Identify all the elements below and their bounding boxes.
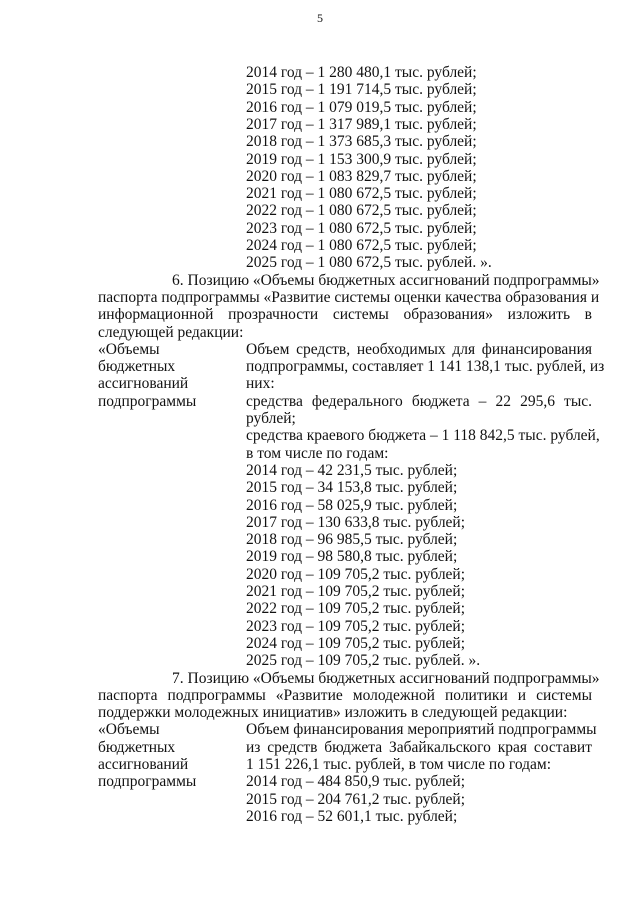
list-item: 2021 год – 109 705,2 тыс. рублей; xyxy=(246,583,466,600)
row-label: ассигнований xyxy=(98,756,189,773)
list-item: 2019 год – 98 580,8 тыс. рублей; xyxy=(246,548,458,566)
list-item: 2017 год – 1 317 989,1 тыс. рублей; xyxy=(246,115,477,133)
list-item: 2018 год – 96 985,5 тыс. рублей; xyxy=(246,531,458,549)
list-item: 2020 год – 1 083 829,7 тыс. рублей; xyxy=(246,167,477,185)
list-item: 2016 год – 58 025,9 тыс. рублей; xyxy=(246,496,458,514)
row-label: «Объемы xyxy=(98,721,160,739)
list-item: 2021 год – 1 080 672,5 тыс. рублей; xyxy=(246,185,477,203)
list-item: 2020 год – 109 705,2 тыс. рублей; xyxy=(246,565,466,583)
list-item: 2024 год – 1 080 672,5 тыс. рублей; xyxy=(246,237,477,254)
paragraph-line: из средств бюджета Забайкальского края составит xyxy=(246,738,592,756)
list-item: 2022 год – 109 705,2 тыс. рублей; xyxy=(246,600,466,618)
list-item: 2025 год – 109 705,2 тыс. рублей. ». xyxy=(246,652,481,670)
row-label: ассигнований xyxy=(98,375,189,393)
list-item: 2015 год – 34 153,8 тыс. рублей; xyxy=(246,479,458,497)
paragraph-line: 6. Позицию «Объемы бюджетных ассигнований подпрограммы» xyxy=(172,271,600,289)
row-label: бюджетных xyxy=(98,738,176,756)
paragraph-line: информационной прозрачности системы образования» изложить в xyxy=(98,306,592,324)
paragraph-line: средства федерального бюджета – 22 295,6 тыс. xyxy=(246,392,592,410)
paragraph-line: паспорта подпрограммы «Развитие системы оценки качества образования и xyxy=(98,288,600,306)
list-item: 2014 год – 1 280 480,1 тыс. рублей; xyxy=(246,64,477,81)
paragraph-line: них: xyxy=(246,375,275,393)
row-label: «Объемы xyxy=(98,340,160,358)
list-item: 2014 год – 484 850,9 тыс. рублей; xyxy=(246,773,466,791)
list-item: 2019 год – 1 153 300,9 тыс. рублей; xyxy=(246,150,477,168)
page-number: 5 xyxy=(317,11,323,25)
list-item: 2016 год – 1 079 019,5 тыс. рублей; xyxy=(246,98,477,116)
row-label: подпрограммы xyxy=(98,392,197,410)
paragraph-line: подпрограммы, составляет 1 141 138,1 тыс. рублей, из xyxy=(246,358,605,376)
paragraph-line: рублей; xyxy=(246,410,296,427)
paragraph-line: 1 151 226,1 тыс. рублей, в том числе по годам: xyxy=(246,756,552,773)
list-item: 2024 год – 109 705,2 тыс. рублей; xyxy=(246,634,466,652)
paragraph-line: паспорта подпрограммы «Развитие молодежной политики и системы xyxy=(98,686,592,704)
row-label: бюджетных xyxy=(98,358,176,376)
paragraph-line: средства краевого бюджета – 1 118 842,5 тыс. рублей, xyxy=(246,427,600,445)
list-item: 2018 год – 1 373 685,3 тыс. рублей; xyxy=(246,133,477,151)
list-item: 2017 год – 130 633,8 тыс. рублей; xyxy=(246,513,466,531)
list-item: 2015 год – 204 761,2 тыс. рублей; xyxy=(246,790,466,808)
paragraph-line: Объем финансирования мероприятий подпрограммы xyxy=(246,721,597,739)
list-item: 2023 год – 109 705,2 тыс. рублей; xyxy=(246,617,466,635)
paragraph-line: 7. Позицию «Объемы бюджетных ассигнований подпрограммы» xyxy=(172,669,600,687)
paragraph-line: поддержки молодежных инициатив» изложить в следующей редакции: xyxy=(98,704,568,722)
paragraph-line: в том числе по годам: xyxy=(246,444,389,462)
list-item: 2014 год – 42 231,5 тыс. рублей; xyxy=(246,461,458,479)
row-label: подпрограммы xyxy=(98,773,197,791)
list-item: 2022 год – 1 080 672,5 тыс. рублей; xyxy=(246,202,477,220)
list-item: 2016 год – 52 601,1 тыс. рублей; xyxy=(246,807,458,825)
list-item: 2025 год – 1 080 672,5 тыс. рублей. ». xyxy=(246,254,492,272)
list-item: 2023 год – 1 080 672,5 тыс. рублей; xyxy=(246,219,477,237)
list-item: 2015 год – 1 191 714,5 тыс. рублей; xyxy=(246,81,477,99)
paragraph-line: Объем средств, необходимых для финансирования xyxy=(246,340,592,358)
paragraph-line: следующей редакции: xyxy=(98,323,244,341)
